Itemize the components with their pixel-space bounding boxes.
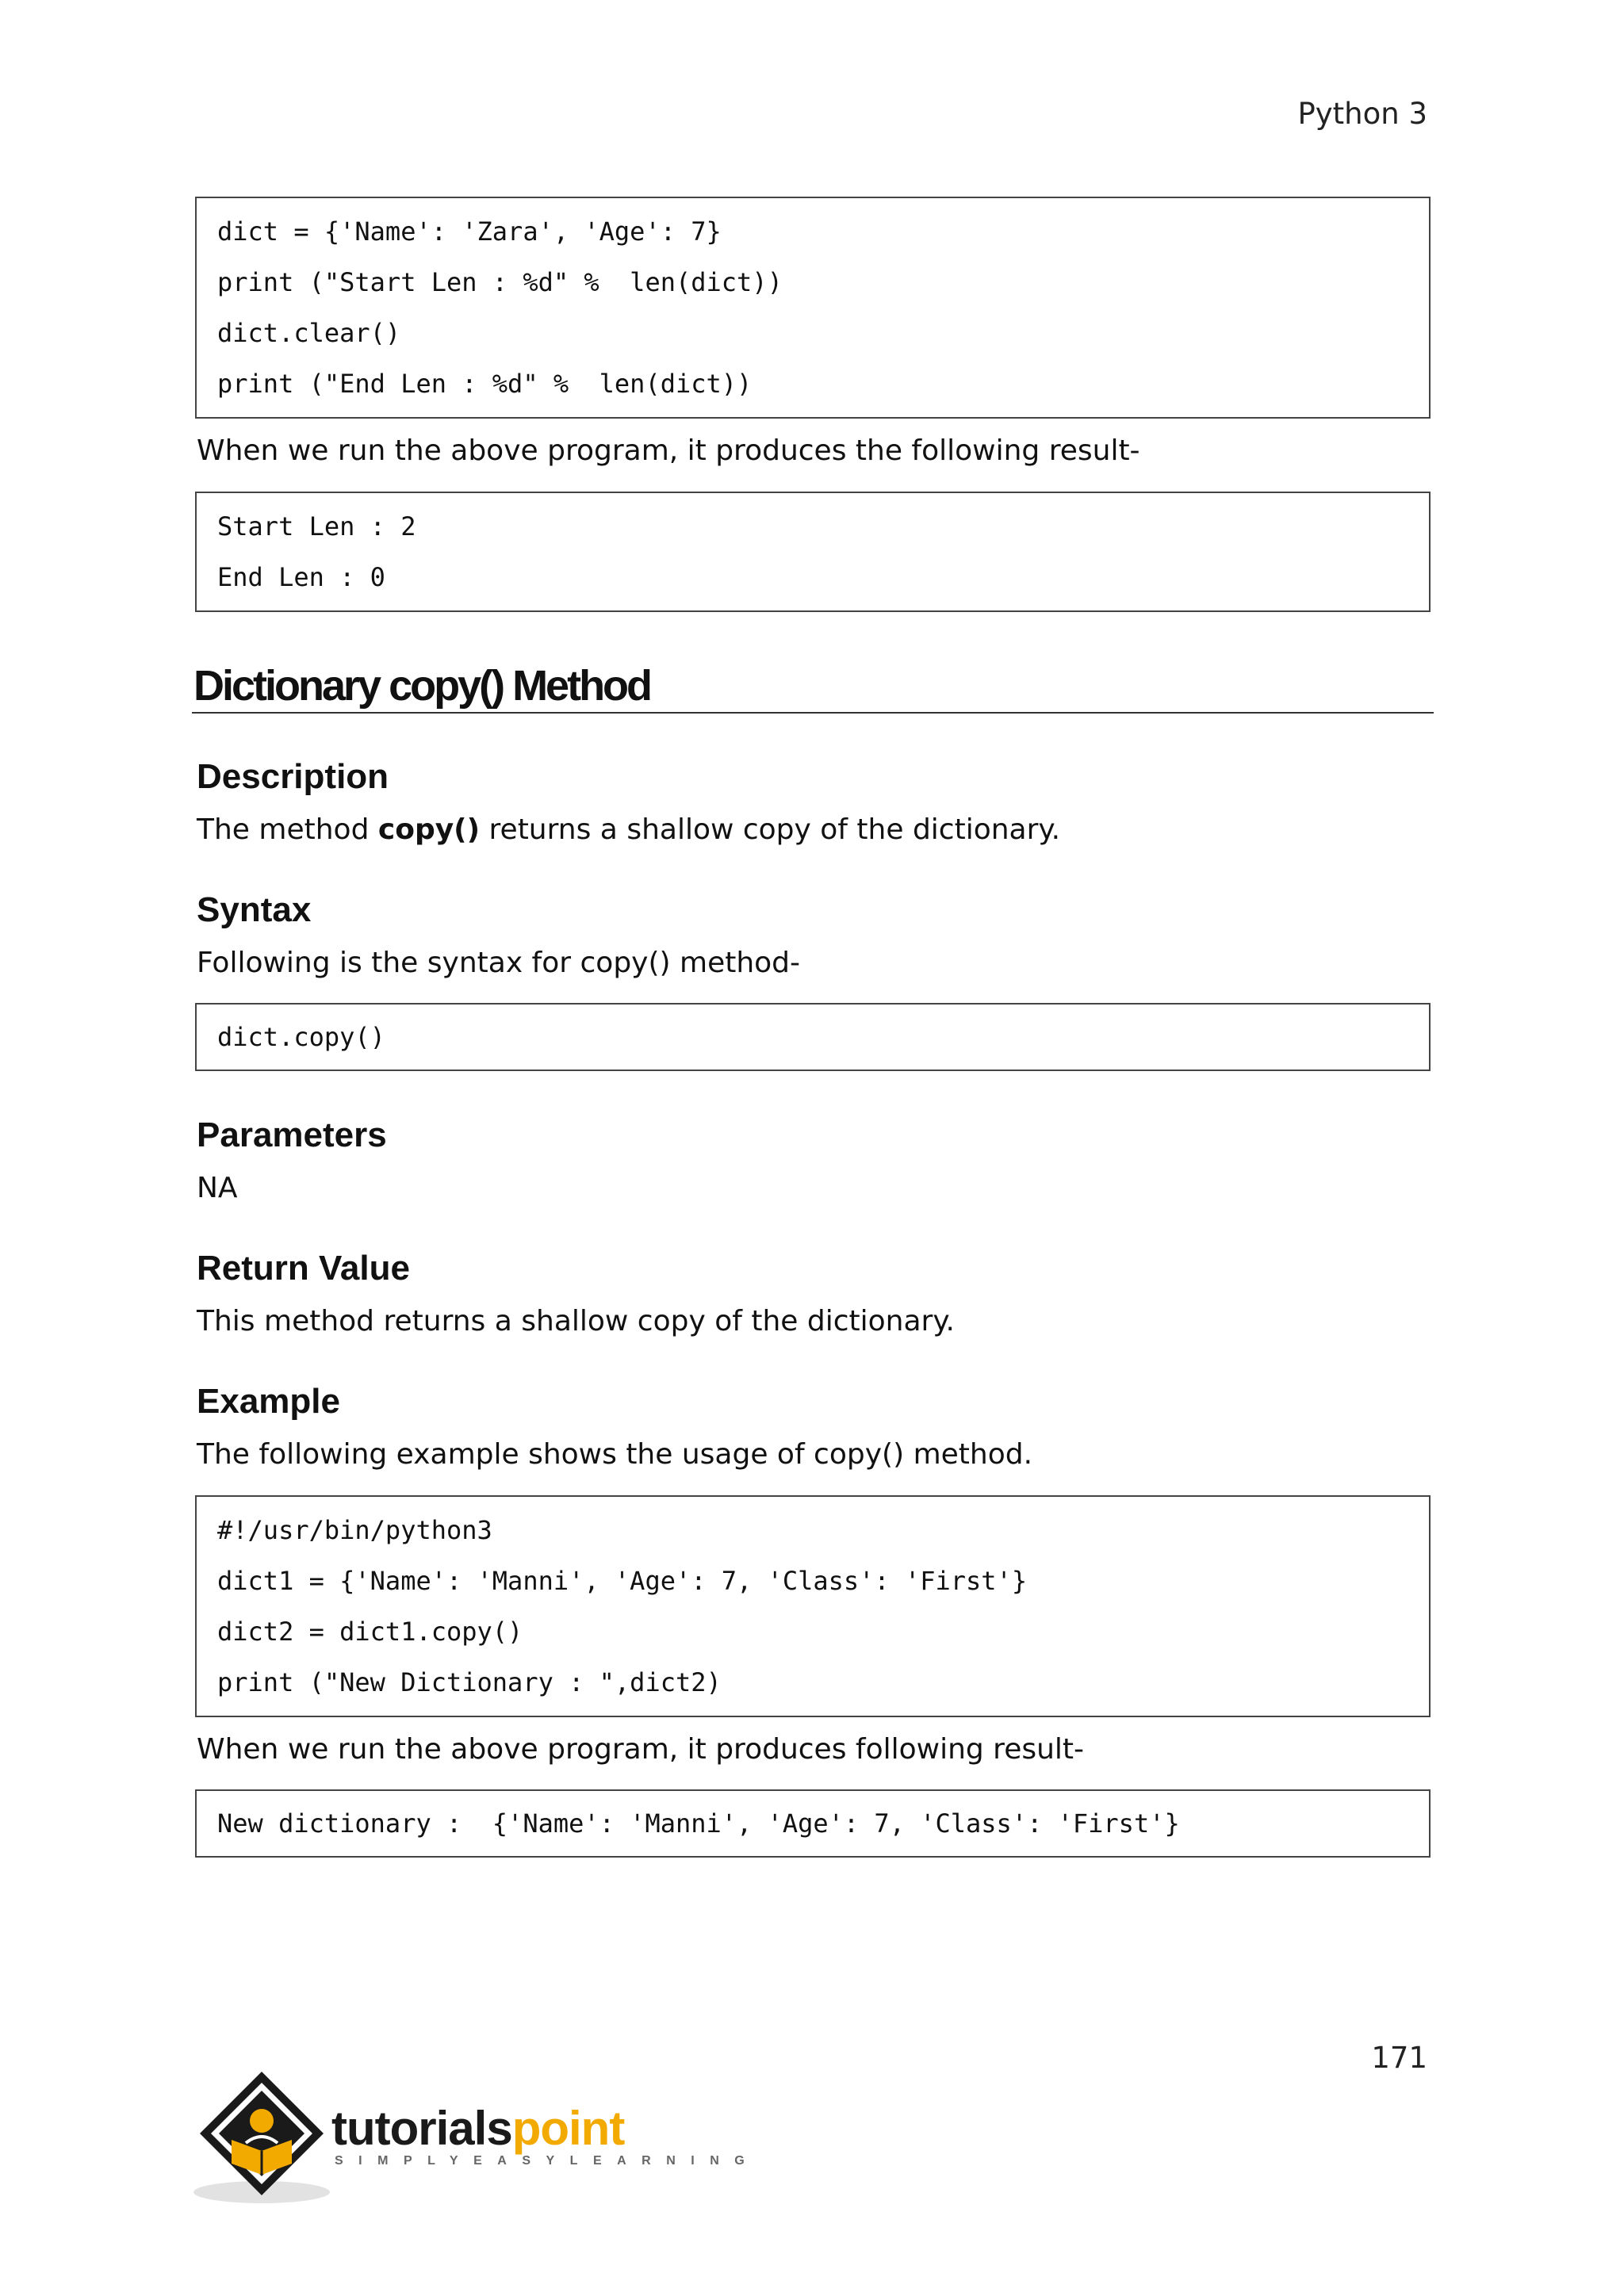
output-line: Start Len : 2	[217, 511, 416, 541]
result-intro-text: When we run the above program, it produces the following result-	[197, 434, 1140, 467]
code-line: dict = {'Name': 'Zara', 'Age': 7}	[217, 216, 722, 247]
example-heading: Example	[197, 1382, 340, 1421]
return-value-heading: Return Value	[197, 1249, 410, 1288]
page-header-title: Python 3	[1297, 97, 1427, 131]
code-line: print ("End Len : %d" % len(dict))	[217, 369, 753, 399]
description-text-start: The method	[197, 813, 378, 846]
code-line: dict2 = dict1.copy()	[217, 1617, 523, 1647]
logo-tagline: SIMPLYEASYLEARNING	[335, 2154, 760, 2168]
output-line: New dictionary : {'Name': 'Manni', 'Age': 7, 'Class': 'First'}	[217, 1808, 1180, 1839]
code-block-clear-example	[195, 197, 1431, 419]
output-block-copy	[195, 1789, 1431, 1858]
output-line: End Len : 0	[217, 562, 385, 592]
syntax-heading: Syntax	[197, 890, 312, 929]
code-line: dict1 = {'Name': 'Manni', 'Age': 7, 'Class': 'First'}	[217, 1566, 1028, 1596]
code-line: print ("New Dictionary : ",dict2)	[217, 1667, 722, 1697]
description-method-name: copy()	[377, 813, 481, 846]
description-text-end: returns a shallow copy of the dictionary.	[480, 813, 1061, 846]
logo-word-tutorials: tutorials	[331, 2102, 512, 2155]
syntax-code-block	[195, 1003, 1431, 1071]
logo-word-point: point	[511, 2102, 625, 2155]
output-block-clear	[195, 492, 1431, 612]
section-divider	[192, 712, 1434, 714]
code-line: #!/usr/bin/python3	[217, 1515, 492, 1545]
parameters-text: NA	[197, 1172, 238, 1204]
page-number: 171	[1371, 2041, 1427, 2075]
section-title: Dictionary copy() Method	[193, 662, 651, 710]
code-block-copy-example	[195, 1495, 1431, 1717]
syntax-text: Following is the syntax for copy() method-	[197, 947, 801, 979]
tutorialspoint-logo	[190, 2065, 760, 2208]
code-line: print ("Start Len : %d" % len(dict))	[217, 267, 783, 297]
description-text	[197, 811, 1060, 849]
description-heading: Description	[197, 757, 389, 796]
logo-wordmark	[331, 2103, 624, 2154]
parameters-heading: Parameters	[197, 1115, 387, 1154]
tutorialspoint-logo-icon	[190, 2065, 333, 2208]
code-line: dict.copy()	[217, 1022, 385, 1052]
example-result-intro-text: When we run the above program, it produces following result-	[197, 1733, 1085, 1766]
code-line: dict.clear()	[217, 318, 401, 348]
return-value-text: This method returns a shallow copy of the dictionary.	[197, 1305, 955, 1337]
example-text: The following example shows the usage of copy() method.	[197, 1438, 1033, 1471]
